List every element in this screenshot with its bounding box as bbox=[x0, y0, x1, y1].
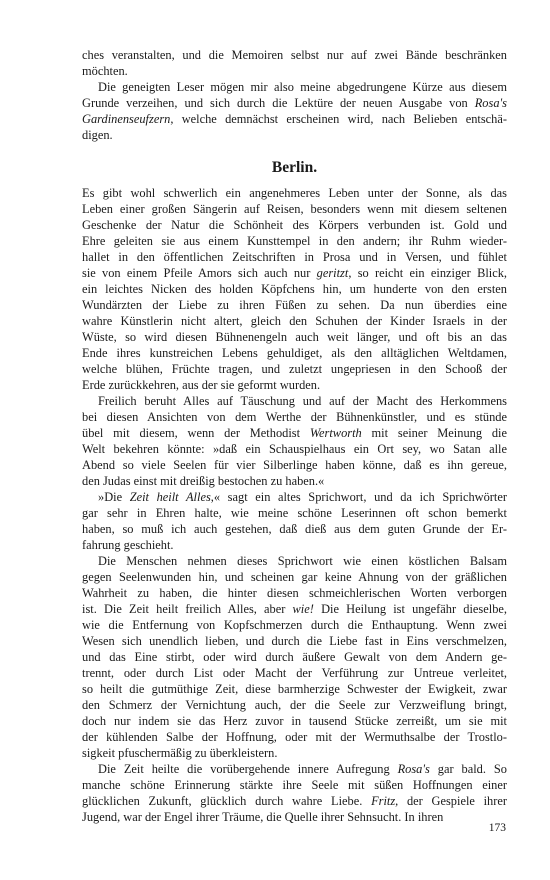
text-line bbox=[82, 377, 507, 393]
text-line bbox=[82, 409, 507, 425]
text-line bbox=[82, 649, 507, 665]
text-span: so heilt die gutmüthige Zeit, diese barmherzige Schwester der Ewigkeit, zwar bbox=[82, 682, 507, 696]
text-span: Erde zurückkehren, aus der sie geformt wurden. bbox=[82, 378, 321, 392]
text-span: Die geneigten Leser mögen mir also meine abgedrungene Kürze aus diesem bbox=[98, 80, 507, 94]
text-span: Ehre geleiten sie aus einem Kunsttempel in den andern; ihr Ruhm wieder- bbox=[82, 234, 507, 248]
text-span: Grunde verzeihen, und sich durch die Lektüre der neuen Ausgabe von bbox=[82, 96, 475, 110]
text-line bbox=[82, 505, 507, 521]
text-span: trennt, oder durch List oder Macht der Verführung zur Untreue verleitet, bbox=[82, 666, 507, 680]
text-span: ist. Die Zeit heilt freilich Alles, aber bbox=[82, 602, 293, 616]
text-line bbox=[82, 569, 507, 585]
text-span: welche blühen, Früchte tragen, und zuletzt ungepriesen in den Schooß der bbox=[82, 362, 507, 376]
text-span: übel mit diesem, wenn der Methodist bbox=[82, 426, 310, 440]
text-line bbox=[82, 361, 507, 377]
text-span: gar bald. So bbox=[429, 762, 507, 776]
text-span: , so reicht ein einziger Blick, bbox=[348, 266, 508, 280]
italic-text: Zeit heilt Alles bbox=[129, 490, 211, 504]
text-span: der Gespiele ihrer bbox=[398, 794, 507, 808]
text-line bbox=[82, 585, 507, 601]
text-span: wahre Künstlerin nicht altert, gleich den Schuhen der Kinder Israels in der bbox=[82, 314, 507, 328]
text-span: doch nur indem sie das Herz zuvor in tausend Stücke zerreißt, um sie mit bbox=[82, 714, 507, 728]
text-span: der kühlenden Salbe der Hoffnung, oder mit der Wermuthsalbe der Trostlo- bbox=[82, 730, 507, 744]
text-line bbox=[82, 233, 507, 249]
text-span: wie die Entfernung von Kopfschmerzen durch die Enthauptung. Wenn zwei bbox=[82, 618, 507, 632]
text-line bbox=[82, 313, 507, 329]
text-span: gar sehr in Ehren halte, wie meine schöne Leserinnen oft schon bemerkt bbox=[82, 506, 507, 520]
text-line bbox=[82, 345, 507, 361]
text-line bbox=[82, 111, 507, 127]
text-span: Wüste, so wird diesen Bühnenengeln auch weit länger, und oft bis an das bbox=[82, 330, 507, 344]
text-span: Leben einer großen Sängerin auf Reisen, besonders wenn mit diesem seltenen bbox=[82, 202, 507, 216]
text-span: ches veranstalten, und die Memoiren selbst nur auf zwei Bände beschränken bbox=[82, 48, 507, 62]
italic-text: Gardinenseufzern bbox=[82, 112, 171, 126]
text-line bbox=[82, 521, 507, 537]
text-line bbox=[82, 633, 507, 649]
text-span: Es gibt wohl schwerlich ein angenehmeres Leben unter der Sonne, als das bbox=[82, 186, 507, 200]
page-text bbox=[82, 47, 507, 825]
text-line bbox=[82, 617, 507, 633]
text-line bbox=[82, 201, 507, 217]
text-span: den Judas einst mit dreißig bestochen zu haben.« bbox=[82, 474, 325, 488]
text-line bbox=[82, 697, 507, 713]
text-span: Wundärzten der Liebe zu ihren Füßen zu sehen. Da nun überdies eine bbox=[82, 298, 507, 312]
text-span: gegen Seelenwunden hin, und scheinen gar keine Ahnung von der gräßlichen bbox=[82, 570, 507, 584]
italic-text: geritzt bbox=[316, 266, 349, 280]
italic-text: wie! bbox=[292, 602, 314, 616]
text-line bbox=[82, 681, 507, 697]
text-span: hallet in den öffentlichen Zeitschriften in Prosa und in Versen, und fühlet bbox=[82, 250, 507, 264]
text-span: haben, so muß ich auch gestehen, daß dieß aus dem guten Grunde der Er- bbox=[82, 522, 507, 536]
text-span: , welche demnächst erscheinen wird, nach Belieben entschä- bbox=[170, 112, 507, 126]
text-line bbox=[82, 601, 507, 617]
text-line bbox=[82, 63, 507, 79]
text-line bbox=[82, 729, 507, 745]
text-line bbox=[82, 425, 507, 441]
text-line bbox=[82, 79, 507, 95]
text-line bbox=[82, 745, 507, 761]
text-line bbox=[82, 713, 507, 729]
text-line bbox=[82, 393, 507, 409]
text-line bbox=[82, 809, 507, 825]
text-span: den Schmerz der Vernichtung auch, der die Seele zur Verzweiflung bringt, bbox=[82, 698, 507, 712]
text-span: Wesen sich unendlich lieben, und durch die Liebe fast in Eins verschmelzen, bbox=[82, 634, 507, 648]
text-span: »Die bbox=[98, 490, 130, 504]
page-number: 173 bbox=[488, 822, 506, 834]
text-line bbox=[82, 457, 507, 473]
text-span: ,« sagt ein altes Sprichwort, und da ich Sprichwörter bbox=[210, 490, 508, 504]
text-line bbox=[82, 665, 507, 681]
text-line bbox=[82, 473, 507, 489]
text-line bbox=[82, 217, 507, 233]
text-span: und das Eine stirbt, oder wird durch äußere Gewalt von dem Andern ge- bbox=[82, 650, 507, 664]
text-line bbox=[82, 265, 507, 281]
text-line bbox=[82, 127, 507, 143]
text-span: digen. bbox=[82, 128, 113, 142]
text-line bbox=[82, 793, 507, 809]
text-line bbox=[82, 95, 507, 111]
text-line bbox=[82, 489, 507, 505]
text-span: manche schöne Erinnerung stärkte ihre Seele mit süßen Hoffnungen einer bbox=[82, 778, 507, 792]
text-span: Wahrheit zu haben, die hinter diesen schmeichlerischen Worten verborgen bbox=[82, 586, 507, 600]
text-span: Die Menschen nehmen dieses Sprichwort wie einen köstlichen Balsam bbox=[98, 554, 507, 568]
text-span: sigkeit pfuschermäßig zu überkleistern. bbox=[82, 746, 278, 760]
text-line bbox=[82, 47, 507, 63]
text-line bbox=[82, 537, 507, 553]
text-span: Geschenke der Natur die Schönheit des Körpers verbunden ist. Gold und bbox=[82, 218, 507, 232]
text-span: Jugend, war der Engel ihrer Träume, die Quelle ihrer Sehnsucht. In ihren bbox=[82, 810, 444, 824]
text-line bbox=[82, 297, 507, 313]
text-line bbox=[82, 185, 507, 201]
text-line bbox=[82, 761, 507, 777]
text-line bbox=[82, 553, 507, 569]
text-span: fahrung geschieht. bbox=[82, 538, 174, 552]
text-span: möchten. bbox=[82, 64, 128, 78]
text-span: ein leichtes Nicken des holden Köpfchens hin, um hunderte von den ersten bbox=[82, 282, 507, 296]
italic-text: Fritz, bbox=[371, 794, 399, 808]
text-span: Die Heilung ist ungefähr dieselbe, bbox=[313, 602, 507, 616]
text-span: glücklichen Zukunft, glücklich durch wahre Liebe. bbox=[82, 794, 372, 808]
text-span: Die Zeit heilte die vorübergehende innere Aufregung bbox=[98, 762, 398, 776]
italic-text: Rosa's bbox=[397, 762, 430, 776]
text-line bbox=[82, 329, 507, 345]
text-span: sie von einem Pfeile Amors sich auch nur bbox=[82, 266, 317, 280]
text-line bbox=[82, 281, 507, 297]
italic-text: Rosa's bbox=[474, 96, 507, 110]
text-line bbox=[82, 777, 507, 793]
text-span: Welt bekehren könnte: »daß ein Schauspielhaus ein Ort sey, wo Satan alle bbox=[82, 442, 507, 456]
text-span: bei diesen Ansichten von dem Werthe der Bühnenkünstler, und es stünde bbox=[82, 410, 507, 424]
text-span: Abend so viele Seelen für vier Silberlinge haben könne, daß es ihn gereue, bbox=[82, 458, 507, 472]
italic-text: Wertworth bbox=[309, 426, 362, 440]
text-span: mit seiner Meinung die bbox=[361, 426, 507, 440]
text-line bbox=[82, 441, 507, 457]
section-heading: Berlin. bbox=[271, 159, 318, 176]
text-line bbox=[82, 249, 507, 265]
text-span: Ende ihres kunstreichen Lebens gehuldiget, als den alltäglichen Weltdamen, bbox=[82, 346, 507, 360]
text-span: Freilich beruht Alles auf Täuschung und auf der Macht des Herkommens bbox=[98, 394, 507, 408]
